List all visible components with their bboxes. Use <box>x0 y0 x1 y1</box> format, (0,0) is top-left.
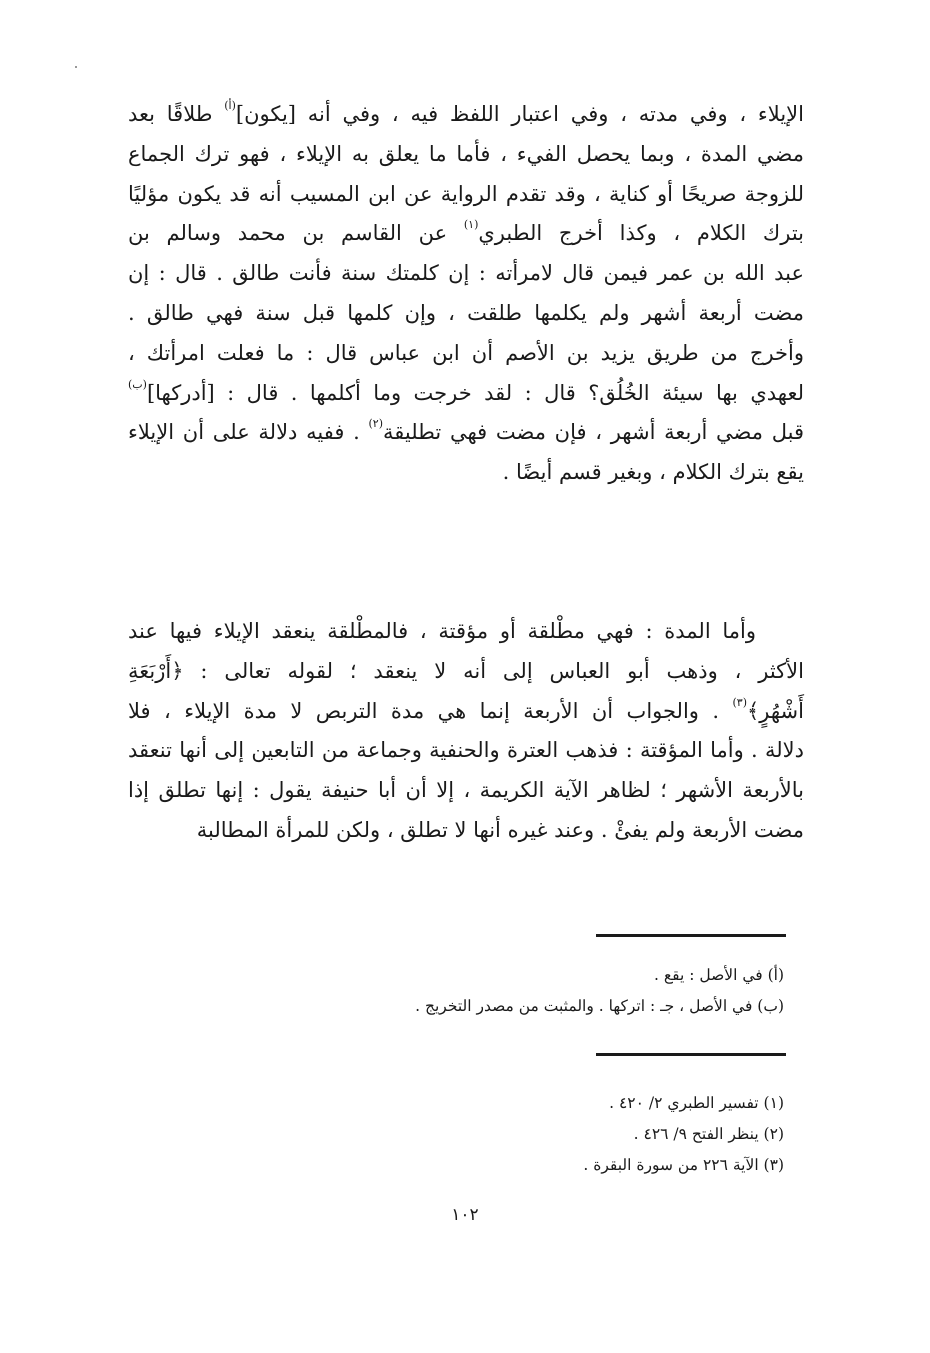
footnote-item: (ب) في الأصل ، جـ : اتركها . والمثبت من مصدر التخريج . <box>415 997 784 1015</box>
text-line: قبل مضي أربعة أشهر ، فإن مضت فهي تطليقة$^{(٢)}$ . ففيه دلالة على أن الإيلاء <box>128 417 804 445</box>
variant-ref-a: (أ) <box>224 99 236 112</box>
text-line: مضت الأربعة ولم يفئْ . وعند غيره أنها لا تطلق ، ولكن للمرأة المطالبة <box>196 817 804 842</box>
text-line: دلالة . وأما المؤقتة : فذهب العترة والحنفية وجماعة من التابعين إلى أنها تنعقد <box>128 738 804 763</box>
paragraph-2 <box>128 612 804 851</box>
footnote-ref-3: (٣) <box>732 695 747 709</box>
scan-speck <box>75 66 77 68</box>
footnote-ref-2: (٢) <box>368 417 383 431</box>
text-line: مضي المدة ، وبما يحصل الفيء ، فأما ما يعلق به الإيلاء ، فهو ترك الجماع <box>128 141 804 166</box>
variant-ref-b: (ب) <box>128 377 147 391</box>
footnote-item: (٣) الآية ٢٢٦ من سورة البقرة . <box>583 1156 784 1174</box>
text-line: للزوجة صريحًا أو كناية ، وقد تقدم الرواية عن ابن المسيب أنه قد يكون مؤليًا <box>128 181 804 206</box>
quran-quote: ﴿أَرْبَعَةِ <box>128 658 184 683</box>
text-line: عبد الله بن عمر فيمن قال لامرأته : إن كلمتك سنة فأنت طالق . قال : إن <box>128 261 804 286</box>
text-line: يقع بترك الكلام ، وبغير قسم أيضًا . <box>502 460 804 485</box>
page-number: ١٠٢ <box>451 1205 479 1225</box>
text-line: أَشْهُرٍ﴾$^{(٣)}$ . والجواب أن الأربعة إنما هي مدة التربص لا مدة الإيلاء ، فلا <box>128 695 804 723</box>
footnote-item: (٢) ينظر الفتح ٩/ ٤٢٦ . <box>633 1125 784 1143</box>
text-line: بترك الكلام ، وكذا أخرج الطبري$^{(١)}$ عن القاسم بن محمد وسالم بن <box>128 218 804 246</box>
footnote-item: (أ) في الأصل : يقع . <box>654 966 784 984</box>
text-line: وأما المدة : فهي مطْلقة أو مؤقتة ، فالمطْلقة ينعقد الإيلاء فيها عند <box>128 619 756 643</box>
paragraph-1 <box>128 95 804 493</box>
text-line: الإيلاء ، وفي مدته ، وفي اعتبار اللفظ فيه ، وفي أنه [يكون]$^{(أ)}$ طلاقًا بعد <box>128 99 804 126</box>
footnote-ref-1: (١) <box>463 218 479 232</box>
quran-quote: أَشْهُرٍ﴾ <box>746 698 804 723</box>
text-line: الأكثر ، وذهب أبو العباس إلى أنه لا ينعقد ؛ لقوله تعالى : ﴿أَرْبَعَةِ <box>128 658 804 683</box>
text-line: وأخرج من طريق يزيد بن الأصم أن ابن عباس قال : ما فعلت امرأتك ، <box>128 340 804 365</box>
variant-footnotes <box>134 960 784 1022</box>
footnote-divider <box>596 1053 786 1056</box>
text-line: لعهدي بها سيئة الخُلُق؟ قال : لقد خرجت وما أكلمها . قال : [أدركها]$^{(ب)}$ <box>128 377 804 405</box>
text-line: مضت أربعة أشهر ولم يكلمها طلقت ، وإن كلمها قبل سنة فهي طالق . <box>128 300 804 325</box>
text-line: بالأربعة الأشهر ؛ لظاهر الآية الكريمة ، إلا أن أبا حنيفة يقول : إنها تطلق إذا <box>128 778 804 803</box>
source-footnotes <box>134 1088 784 1181</box>
footnote-divider <box>596 934 786 937</box>
footnote-item: (١) تفسير الطبري ٢/ ٤٢٠ . <box>609 1094 784 1112</box>
